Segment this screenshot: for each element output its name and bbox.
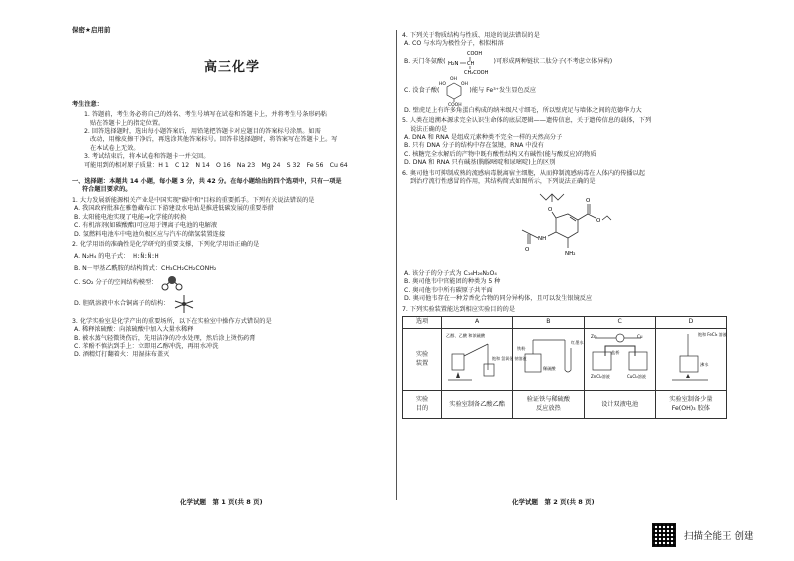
- aspartic-acid-structure-icon: [446, 49, 494, 75]
- svg-text:CH₂COOH: CH₂COOH: [463, 69, 488, 76]
- question-stem-cont: 说法正确的是: [410, 125, 448, 133]
- apparatus-label: 沸水: [699, 361, 709, 367]
- apparatus-label: 红墨水: [571, 339, 584, 345]
- column-divider: [396, 30, 397, 500]
- section-heading-line: 符合题目要求的。: [82, 186, 132, 194]
- table-row-label: 实验 目的: [403, 391, 442, 419]
- ester-oxygen-label: O: [596, 218, 601, 225]
- amide-nh-label: NH: [538, 236, 547, 243]
- option-c: C. 核糖完全水解后的产物中既有酸性结构又有碱性(能与酸反应)的物质: [404, 150, 597, 158]
- question-3: [72, 318, 392, 360]
- notice-line: 改动，用橡皮擦干净后，再选涂其他答案标号。回答非选择题时，将答案写在答题卡上。写: [90, 136, 338, 144]
- notice-line: 在本试卷上无效。: [90, 144, 140, 152]
- question-4: [402, 32, 732, 115]
- apparatus-d: [655, 328, 726, 390]
- svg-text:CH: CH: [466, 60, 474, 67]
- svg-text:H₂N: H₂N: [447, 60, 458, 67]
- apparatus-c: [584, 328, 655, 390]
- apparatus-label: 乙醇、乙酸 和浓硫酸: [446, 332, 486, 338]
- table-header-row: [403, 316, 727, 328]
- oseltamivir-structure-icon: [512, 190, 612, 260]
- svg-text:COOH: COOH: [448, 102, 463, 108]
- question-6: [402, 170, 732, 304]
- question-1: [72, 197, 392, 239]
- scanner-text: 扫描全能王 创建: [684, 531, 754, 542]
- question-stem: 6. 奥司他韦可抑制成熟的流感病毒脱离宿主细胞，从而抑制流感病毒在人体内的传播以起: [402, 169, 645, 177]
- option-d-text: D. 胆矾溶液中水合铜离子的结构：: [74, 299, 170, 307]
- secret-label: 保密★启用前: [72, 26, 111, 34]
- option-a: A. 稀释浓硫酸：向浓硫酸中加入大量水稀释: [74, 326, 194, 334]
- so2-ball-model-icon: [157, 274, 187, 292]
- gallic-acid-structure-icon: [439, 75, 469, 107]
- question-5: [402, 117, 732, 167]
- option-d: D. 氢燃料电池车中电池负极区应与汽车的储氢装置连接: [74, 230, 226, 238]
- footer-page-2: 化学试题 第 2 页(共 8 页): [512, 498, 595, 506]
- option-c-text: C. SO₂ 分子的空间结构模型：: [74, 278, 158, 286]
- question-stem-cont: 到治疗流行性感冒的作用，其结构简式如图所示，下列说法正确的是: [410, 178, 596, 186]
- question-stem: 3. 化学实验室是化学产出的重要场所，以下在实验室中操作方式错误的是: [72, 317, 272, 325]
- apparatus-label: 铁粉: [517, 345, 526, 351]
- question-7: [402, 306, 732, 420]
- option-a-text: A. N₂H₄ 的电子式：: [74, 253, 130, 261]
- option-c-text: C. 没食子酸(: [404, 86, 440, 94]
- goal-cell: 设计双液电池: [584, 391, 655, 419]
- n2h4-electron-formula: H:N̈:N̈:H: [133, 253, 159, 261]
- ether-oxygen-label: O: [548, 207, 553, 214]
- option-c: C. 有机溶剂(如碳酸酯)可应用于锂离子电池的电解液: [74, 222, 218, 230]
- notice-line: 3. 考试结束后，将本试卷和答题卡一并交回。: [84, 153, 210, 161]
- atomic-masses: 可能用到的相对原子质量：H 1 C 12 N 14 O 16 Na 23 Mg 24 S 32 Fe 56 Cu 64: [84, 161, 348, 169]
- option-a: A. DNA 和 RNA 是组成元素种类不完全一样的天然高分子: [404, 134, 563, 142]
- apparatus-label: 稀硫酸: [543, 365, 556, 371]
- svg-text:COOH: COOH: [466, 50, 482, 57]
- left-column: [72, 26, 392, 360]
- option-c-text-post: )能与 Fe³⁺发生显色反应: [469, 86, 537, 94]
- apparatus-b: [513, 328, 584, 390]
- question-stem: 1. 大力发展新能源相关产业是中国实现"碳中和"目标的重要抓手。下列有关说法错误的是: [72, 196, 315, 204]
- footer-page-1: 化学试题 第 1 页(共 8 页): [180, 498, 263, 506]
- option-b: [402, 49, 732, 75]
- section-heading: [72, 178, 392, 195]
- svg-text:HO: HO: [439, 81, 447, 87]
- apparatus-label: Zn: [590, 333, 597, 339]
- option-a: [72, 249, 392, 265]
- option-d: D. 酒精灯打翻着火：用湿抹布盖灭: [74, 351, 170, 359]
- option-b: B. 太阳能电池实现了电能→化学能的转换: [74, 213, 187, 221]
- table-header-cell: D: [655, 316, 726, 328]
- question-2: [72, 241, 392, 316]
- option-a: A. 该分子的分子式为 C₁₆H₂₆N₂O₄: [404, 269, 497, 277]
- option-b: B. 只有 DNA 分子的结构中存在氢键，RNA 中没有: [404, 142, 544, 150]
- apparatus-label: ZnCl₂溶液: [590, 373, 610, 379]
- amide-oxygen-label: O: [525, 247, 530, 254]
- experiment-table: [402, 316, 727, 419]
- option-d: D. DNA 和 RNA 只有碱基(胸腺嘧啶和尿嘧啶)上的区别: [404, 159, 556, 167]
- option-a: A. 我国政府批准在雅鲁藏布江下游建设水电站是推进低碳发展的重要举措: [74, 205, 274, 213]
- iron-acid-apparatus-icon: [515, 330, 584, 386]
- option-d: D. 奥司他韦存在一种芳香化合物的同分异构体，且可以发生银镜反应: [404, 295, 593, 303]
- svg-text:OH: OH: [450, 76, 458, 82]
- section-heading-line: 一、选择题：本题共 14 小题，每小题 3 分，共 42 分。在每小题给出的四个选项中，只有一项是: [72, 178, 342, 186]
- goal-cell: 实验室制备乙酸乙酯: [442, 391, 513, 419]
- table-header-cell: B: [513, 316, 584, 328]
- option-c: C. 苯酚不慎沾到手上：立即用乙醇冲洗，再用水冲洗: [74, 342, 219, 350]
- apparatus-label: Cu: [636, 333, 643, 339]
- notice-line: 贴在答题卡上的指定位置。: [90, 119, 165, 127]
- apparatus-label: 饱和 FeCl₃ 溶液: [697, 331, 727, 337]
- question-stem: 2. 化学用语的准确性是化学研究的重要支撑，下列化学用语正确的是: [72, 240, 260, 248]
- option-c: C. 奥司他韦中所有碳原子共平面: [404, 286, 493, 294]
- apparatus-label: 盐桥: [610, 349, 620, 355]
- option-b: B. 奥司他韦中官能团的种类为 5 种: [404, 278, 501, 286]
- notice-line: 2. 回答选择题时，选出每小题答案后，用铅笔把答题卡对应题目的答案标号涂黑。如需: [84, 128, 321, 136]
- table-row: [403, 328, 727, 390]
- apparatus-label: CuCl₂溶液: [626, 373, 646, 379]
- right-column: [402, 30, 732, 419]
- table-header-cell: A: [442, 316, 513, 328]
- scanner-watermark: [652, 523, 754, 547]
- option-c: [402, 75, 732, 107]
- svg-text:OH: OH: [461, 81, 469, 87]
- double-cell-apparatus-icon: [587, 330, 653, 386]
- table-row-label: 实验 装置: [403, 328, 442, 390]
- amine-label: NH₂: [565, 251, 576, 258]
- colloid-apparatus-icon: [658, 330, 727, 386]
- goal-cell: 验证铁与稀硫酸 反应放热: [513, 391, 584, 419]
- hydrated-copper-ion-icon: [169, 292, 199, 316]
- notice-block: [72, 101, 392, 170]
- option-d: [72, 292, 392, 316]
- table-header-cell: 选项: [403, 316, 442, 328]
- notice-line: 1. 答题前，考生务必将自己的姓名、考生号填写在试卷和答题卡上，并将考生号条形码粘: [84, 111, 327, 119]
- qr-code-icon: [652, 523, 676, 547]
- notice-title: 考生注意：: [72, 100, 103, 108]
- apparatus-label: 饱和 氢氧化 钠溶液: [492, 355, 527, 361]
- page-title: 高三化学: [203, 60, 260, 76]
- option-b: B. 被水蒸气轻微烫伤后，先用洁净的冷水处理，然后涂上烫伤药膏: [74, 334, 256, 342]
- question-stem: 5. 人类在追溯本源求完全认识生命体的底层逻辑——遗传信息，关于遗传信息的载体，下列: [402, 117, 652, 125]
- question-stem: 4. 下列关于物质结构与性质、用途的说法错误的是: [402, 32, 540, 39]
- option-c: [72, 274, 392, 292]
- carbonyl-oxygen-label: O: [586, 198, 591, 205]
- goal-cell: 实验室制备少量 Fe(OH)₃ 胶体: [655, 391, 726, 419]
- option-b-text: B. 天门冬氨酸(: [404, 57, 446, 65]
- table-row: [403, 391, 727, 419]
- option-b: B. N－甲基乙酰胺的结构简式：CH₃CH₂CH₂CONH₂: [74, 265, 217, 273]
- option-a: A. CO 与水均为极性分子，相似相溶: [404, 40, 504, 48]
- option-d: D. 壁虎足上有许多角蛋白构成的纳米级尺寸细毛，所以壁虎足与墙体之间的范德华力大: [404, 106, 642, 114]
- question-stem: 7. 下列实验装置能达到相应实验目的的是: [402, 305, 516, 313]
- option-b-text-post: )可形成两种链状二肽分子(不考虑立体异构): [493, 57, 613, 65]
- table-header-cell: C: [584, 316, 655, 328]
